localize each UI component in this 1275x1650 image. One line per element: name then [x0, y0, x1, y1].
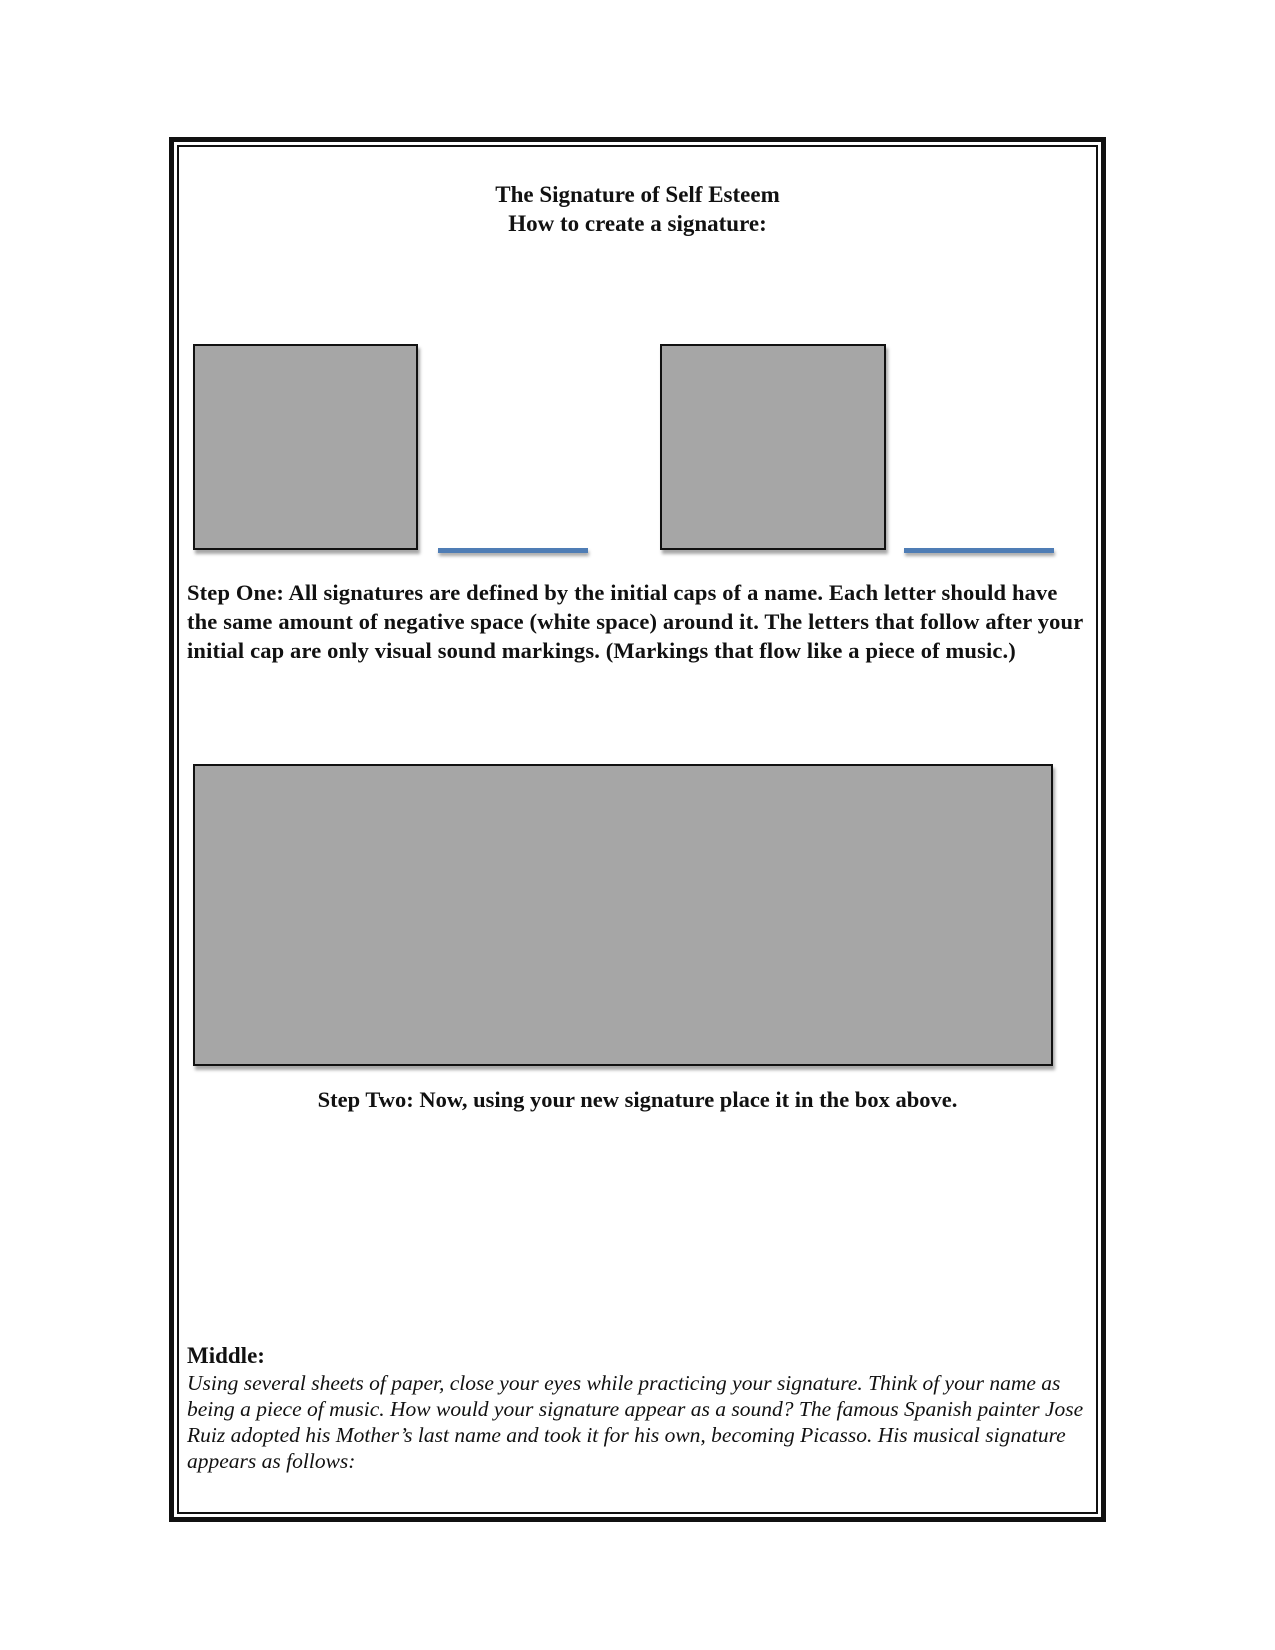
document-subtitle: How to create a signature: [508, 211, 767, 236]
trailing-line-last[interactable] [904, 548, 1054, 553]
step-one-instructions: Step One: All signatures are defined by the initial caps of a name. Each letter should have the same amount of negative space (white space) around it. The letters that follow after your initial cap are only visual sound markings. (Markings that flow like a piece of music.) [187, 580, 1083, 663]
trailing-line-first[interactable] [438, 548, 588, 553]
document-title: The Signature of Self Esteem [495, 182, 780, 207]
step-two-instructions: Step Two: Now, using your new signature place it in the box above. [317, 1087, 958, 1112]
initial-cap-box-last[interactable] [660, 344, 886, 550]
title-block [177, 180, 1098, 238]
initial-cap-box-first[interactable] [193, 344, 418, 550]
signature-box[interactable] [193, 764, 1053, 1066]
middle-heading: Middle: [187, 1343, 265, 1368]
middle-instructions: Using several sheets of paper, close your eyes while practicing your signature. Think of your name as being a piece of music. How would your signature appear as a sound? The famous Spanish painter Jose Ruiz adopted his Mother’s last name and took it for his own, becoming Picasso. His musical signature appears as follows: [187, 1371, 1084, 1473]
